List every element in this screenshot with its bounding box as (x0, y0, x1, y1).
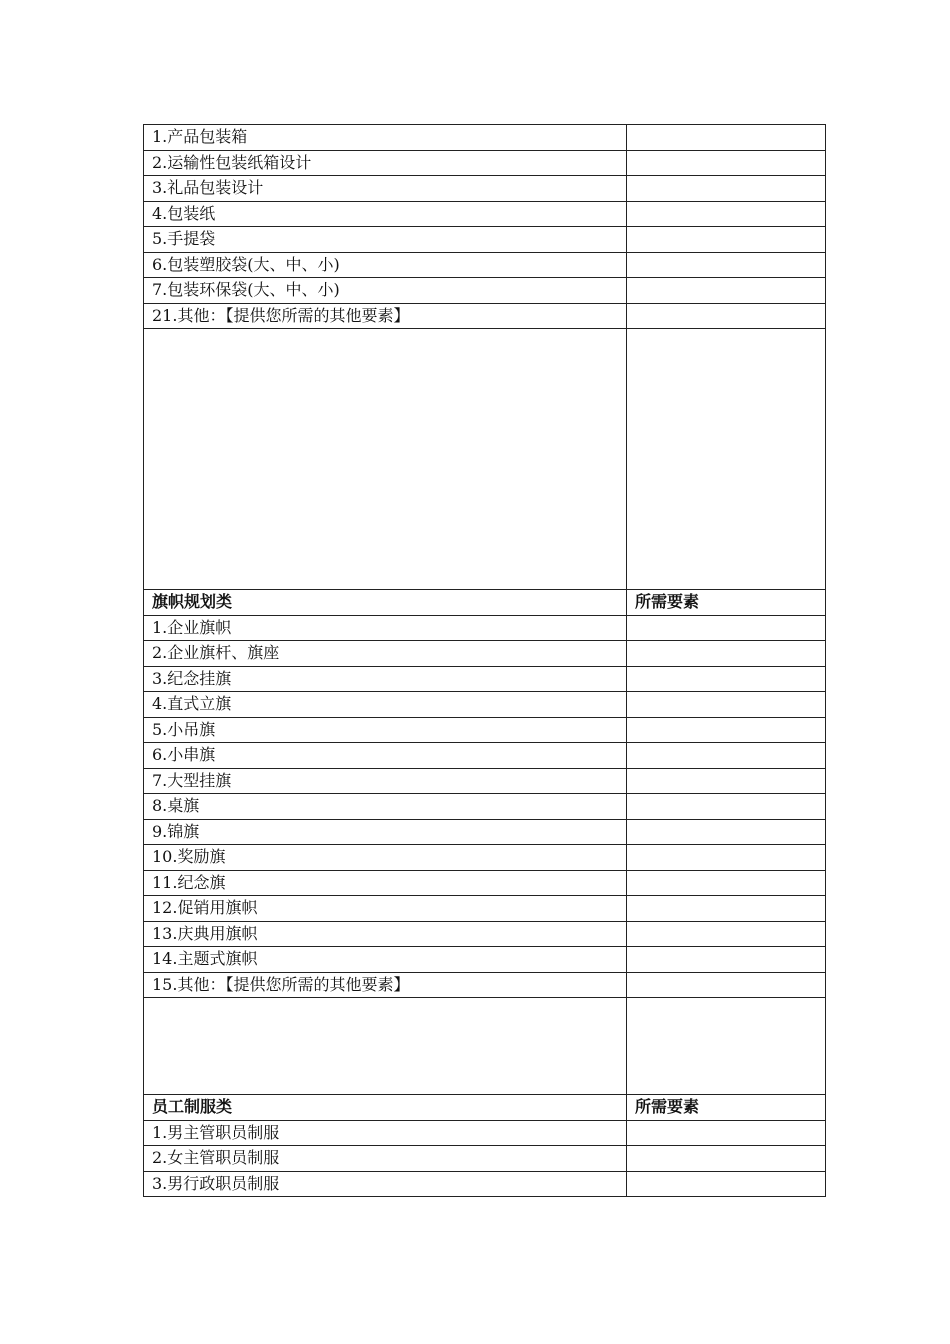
table-row (144, 1120, 826, 1146)
item-label: 4.直式立旗 (144, 692, 627, 718)
table-row (144, 641, 826, 667)
item-label: 15.其他：【提供您所需的其他要素】 (144, 972, 627, 998)
blank-cell[interactable] (627, 998, 826, 1095)
table-row (144, 972, 826, 998)
item-label: 12.促销用旗帜 (144, 896, 627, 922)
requirement-cell[interactable] (627, 717, 826, 743)
requirement-cell[interactable] (627, 845, 826, 871)
item-label: 9.锦旗 (144, 819, 627, 845)
table-row (144, 615, 826, 641)
requirement-cell[interactable] (627, 666, 826, 692)
item-label: 13.庆典用旗帜 (144, 921, 627, 947)
item-label: 11.纪念旗 (144, 870, 627, 896)
column-header: 所需要素 (627, 1095, 826, 1121)
requirements-table (143, 124, 826, 1197)
section-title: 旗帜规划类 (144, 590, 627, 616)
requirement-cell[interactable] (627, 921, 826, 947)
item-label: 8.桌旗 (144, 794, 627, 820)
table-row (144, 819, 826, 845)
item-label: 1.产品包装箱 (144, 125, 627, 151)
requirement-cell[interactable] (627, 1146, 826, 1172)
table-row (144, 692, 826, 718)
item-label: 7.大型挂旗 (144, 768, 627, 794)
item-label: 2.企业旗杆、旗座 (144, 641, 627, 667)
item-label: 3.男行政职员制服 (144, 1171, 627, 1197)
table-row (144, 227, 826, 253)
item-label: 7.包装环保袋(大、中、小) (144, 278, 627, 304)
requirement-cell[interactable] (627, 768, 826, 794)
table-row (144, 125, 826, 151)
table-row (144, 743, 826, 769)
item-label: 10.奖励旗 (144, 845, 627, 871)
table-row (144, 717, 826, 743)
requirement-cell[interactable] (627, 896, 826, 922)
section-header-row (144, 1095, 826, 1121)
requirement-cell[interactable] (627, 794, 826, 820)
requirement-cell[interactable] (627, 1171, 826, 1197)
item-label: 3.纪念挂旗 (144, 666, 627, 692)
item-label: 21.其他：【提供您所需的其他要素】 (144, 303, 627, 329)
requirement-cell[interactable] (627, 303, 826, 329)
requirement-cell[interactable] (627, 947, 826, 973)
column-header: 所需要素 (627, 590, 826, 616)
table-row (144, 845, 826, 871)
table-row (144, 1171, 826, 1197)
item-label: 4.包装纸 (144, 201, 627, 227)
table-row (144, 921, 826, 947)
requirement-cell[interactable] (627, 252, 826, 278)
item-label: 6.包装塑胶袋(大、中、小) (144, 252, 627, 278)
table-row (144, 252, 826, 278)
table-row (144, 896, 826, 922)
requirement-cell[interactable] (627, 1120, 826, 1146)
requirement-cell[interactable] (627, 227, 826, 253)
table-row (144, 794, 826, 820)
blank-cell[interactable] (144, 998, 627, 1095)
item-label: 2.女主管职员制服 (144, 1146, 627, 1172)
blank-row (144, 998, 826, 1095)
table-row (144, 278, 826, 304)
table-row (144, 768, 826, 794)
table-row (144, 666, 826, 692)
requirement-cell[interactable] (627, 972, 826, 998)
table-row (144, 870, 826, 896)
requirement-cell[interactable] (627, 125, 826, 151)
blank-cell[interactable] (144, 329, 627, 590)
requirement-cell[interactable] (627, 819, 826, 845)
requirement-cell[interactable] (627, 278, 826, 304)
requirement-cell[interactable] (627, 692, 826, 718)
requirement-cell[interactable] (627, 201, 826, 227)
table-row (144, 1146, 826, 1172)
requirement-cell[interactable] (627, 743, 826, 769)
item-label: 1.男主管职员制服 (144, 1120, 627, 1146)
table-row (144, 150, 826, 176)
item-label: 6.小串旗 (144, 743, 627, 769)
requirement-cell[interactable] (627, 615, 826, 641)
requirement-cell[interactable] (627, 870, 826, 896)
item-label: 14.主题式旗帜 (144, 947, 627, 973)
requirement-cell[interactable] (627, 176, 826, 202)
blank-cell[interactable] (627, 329, 826, 590)
item-label: 5.小吊旗 (144, 717, 627, 743)
item-label: 3.礼品包装设计 (144, 176, 627, 202)
requirement-cell[interactable] (627, 150, 826, 176)
item-label: 5.手提袋 (144, 227, 627, 253)
item-label: 1.企业旗帜 (144, 615, 627, 641)
table-row (144, 201, 826, 227)
table-row (144, 176, 826, 202)
requirement-cell[interactable] (627, 641, 826, 667)
table-row (144, 303, 826, 329)
table-row (144, 947, 826, 973)
blank-row (144, 329, 826, 590)
section-title: 员工制服类 (144, 1095, 627, 1121)
item-label: 2.运输性包装纸箱设计 (144, 150, 627, 176)
section-header-row (144, 590, 826, 616)
